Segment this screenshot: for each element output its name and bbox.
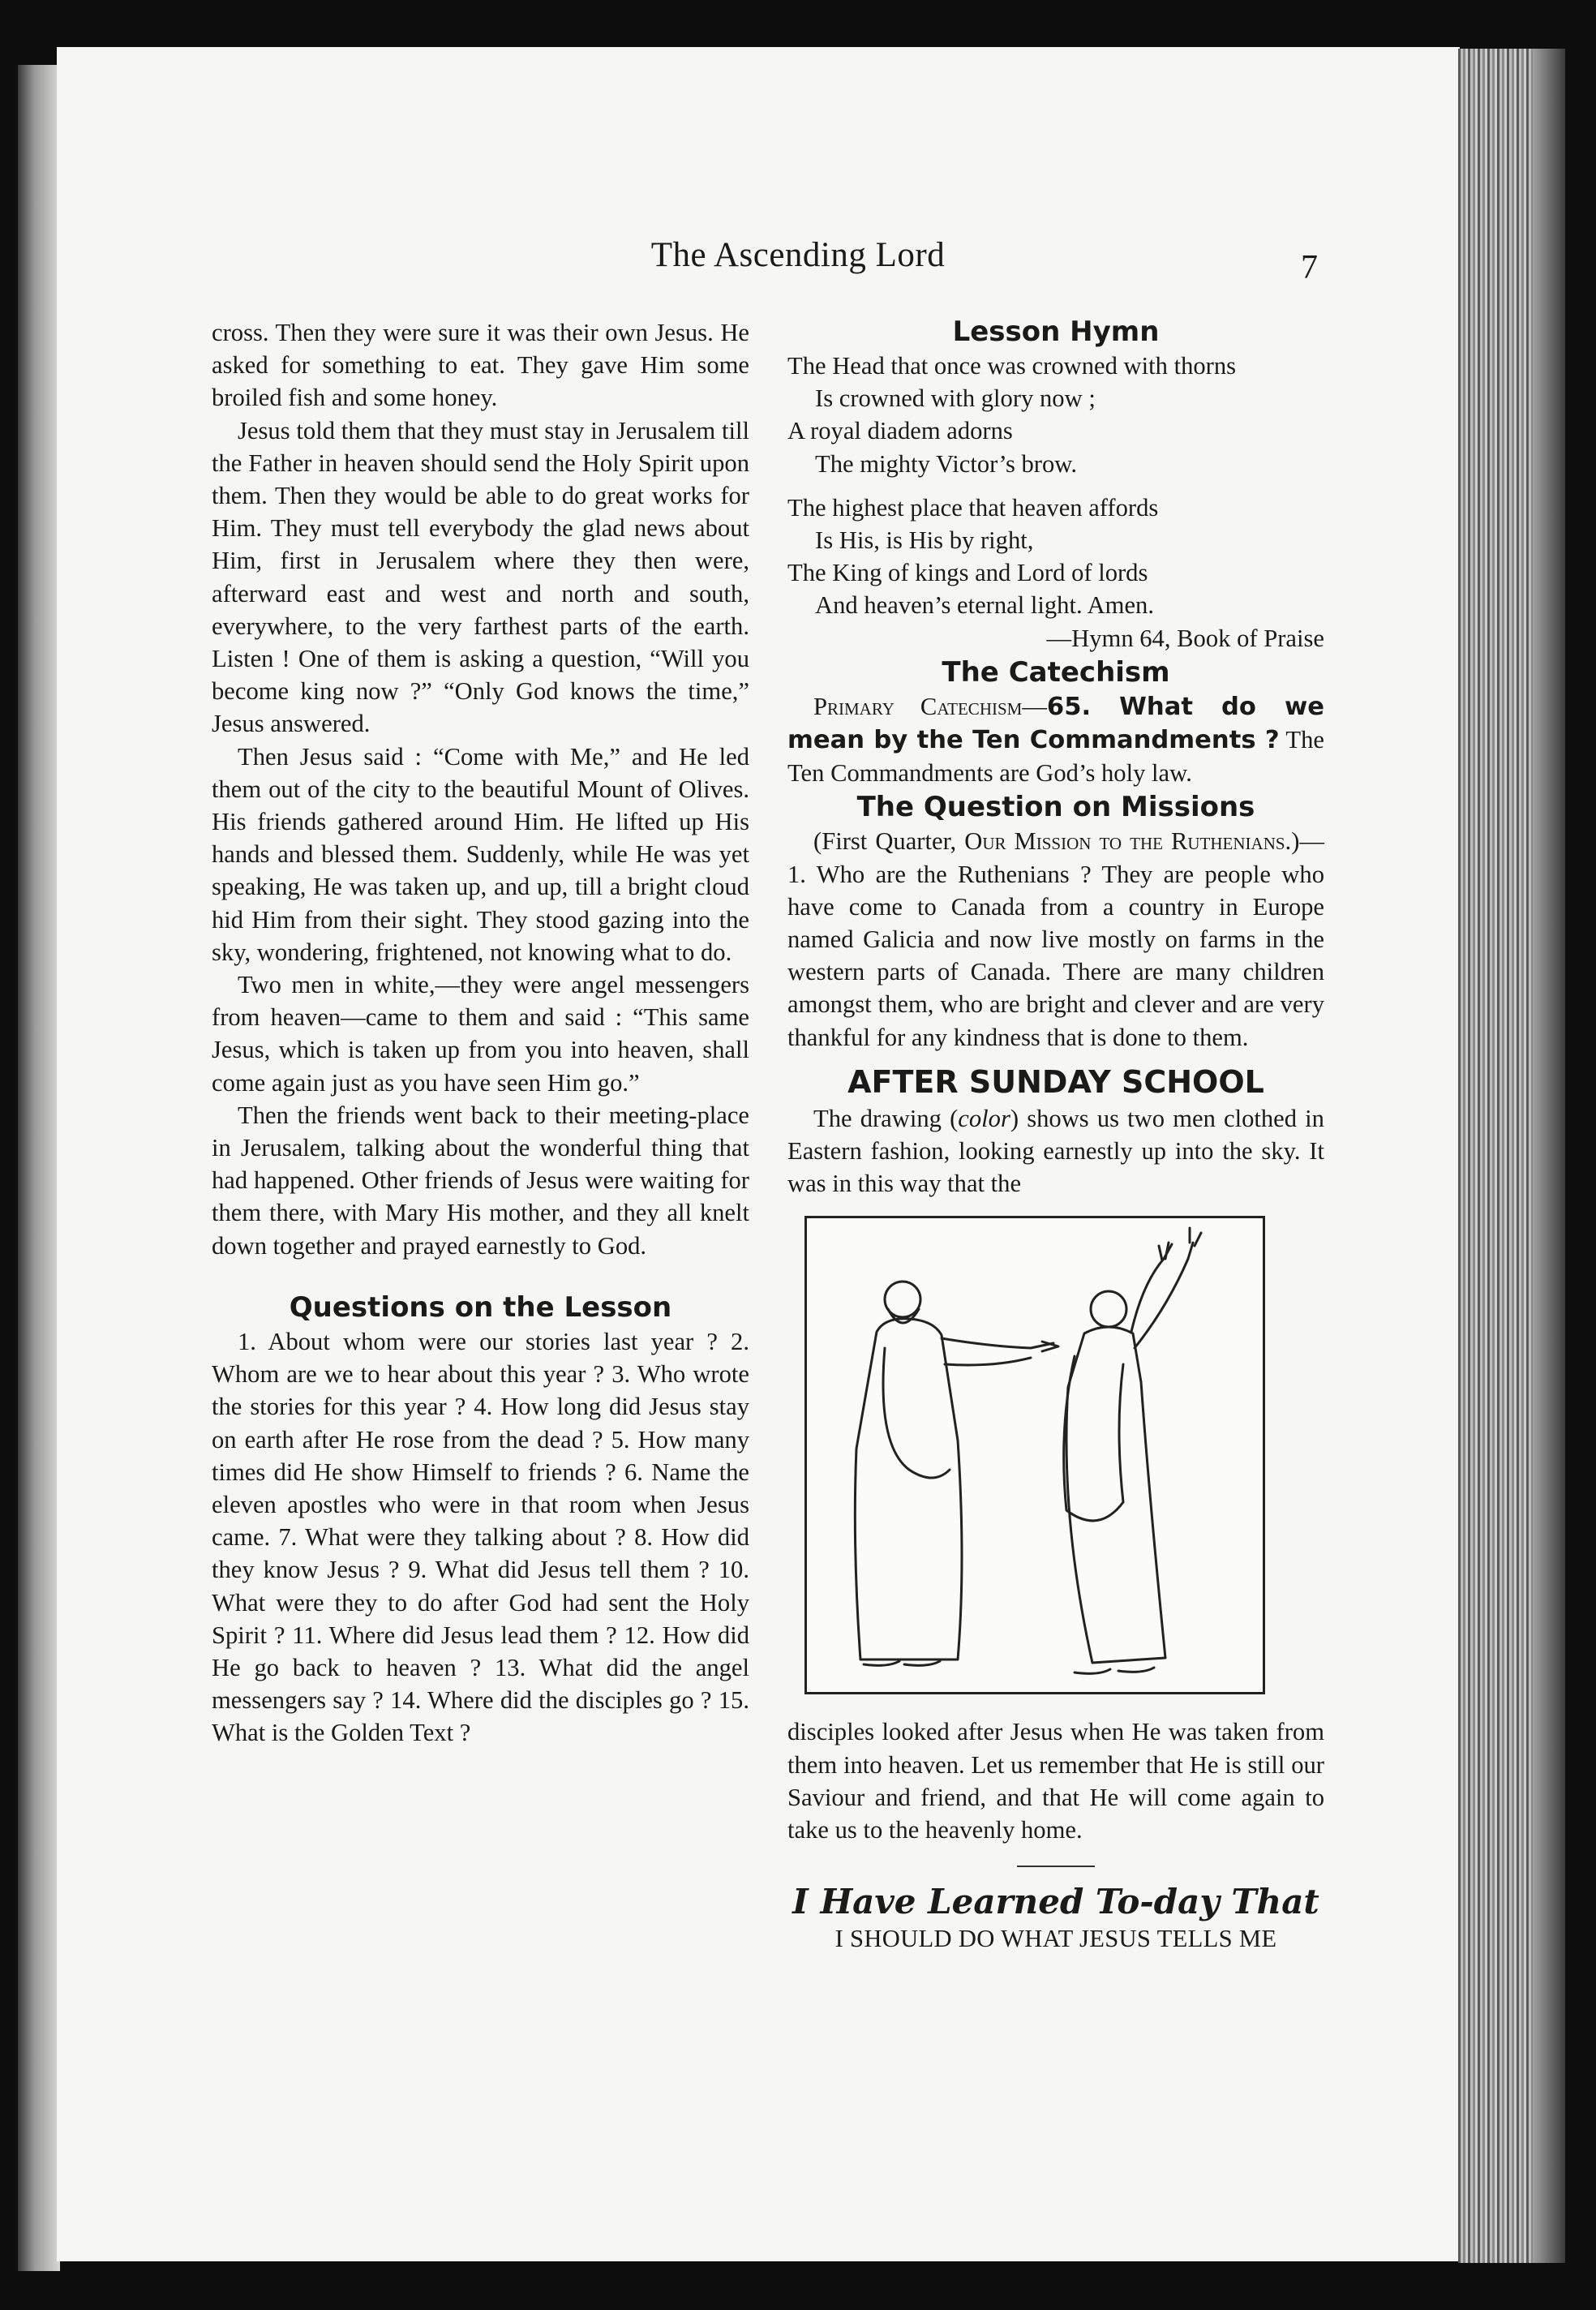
hymn-source: —Hymn 64, Book of Praise: [1046, 624, 1324, 652]
missions-intro-open: (First Quarter,: [813, 827, 957, 856]
after-text-em: color: [958, 1104, 1010, 1132]
story-paragraph: cross. Then they were sure it was their own Jesus. He asked for something to eat. They gave Him some broiled fish and some honey.: [212, 319, 749, 412]
hymn-line: A royal diadem adorns: [787, 417, 1013, 445]
catechism-answer: The Ten Commandments are God’s holy law.: [787, 726, 1324, 788]
missions-heading: The Question on Missions: [856, 791, 1255, 824]
after-text-b: ) shows us two men clothed in Eastern fashion, looking earnestly up into the sky. It was in this way that the: [787, 1104, 1324, 1198]
hymn-line: And heaven’s eternal light. Amen.: [815, 591, 1155, 620]
hymn-line: The highest place that heaven affords: [787, 493, 1159, 522]
book-spine-left: [18, 65, 60, 2271]
right-column: [787, 314, 1324, 1955]
catechism-text: [787, 690, 1324, 790]
running-header-title: The Ascending Lord: [650, 236, 946, 274]
missions-text: [787, 825, 1324, 1053]
after-text: [787, 1102, 1324, 1200]
questions-text: 1. About whom were our stories last year ? 2. Whom are we to hear about this year ? 3. Who wrote the stories for this year ? 4. How long did Jesus stay on earth after He rose from the dead ? 5. How many times did He show Himself to friends ? 6. Name the eleven apostles who were in that room when Jesus came. 7. What were they talking about ? 8. How did they know Jesus ? 9. What did Jesus tell them ? 10. What were they to do after God had sent the Holy Spirit ? 11. Where did Jesus lead them ? 12. How did He go back to heaven ? 13. What did the angel messengers say ? 14. Where did the disciples go ? 15. What is the Golden Text ?: [212, 1327, 749, 1747]
missions-intro-close: )—1. Who are the Ruthenians ? They are people who have come to Canada from a country in Europe named Galicia and now live mostly on farms in the western parts of Canada. There are many children amongst them, who are bright and clever and are very thankful for any kindness that is done to them.: [787, 827, 1324, 1051]
hymn-line: The King of kings and Lord of lords: [787, 559, 1148, 587]
left-column: [212, 316, 749, 1750]
hymn-line: Is His, is His by right,: [815, 526, 1034, 555]
hymn-line: Is crowned with glory now ;: [815, 384, 1096, 413]
hymn-heading: Lesson Hymn: [952, 316, 1160, 348]
catechism-heading: The Catechism: [942, 655, 1170, 689]
after-text-continued: disciples looked after Jesus when He was taken from them into heaven. Let us remember that He is still our Saviour and friend, and that He will come again to take us to the heavenly home.: [787, 1718, 1324, 1844]
divider-rule: [1017, 1866, 1095, 1867]
learned-today-heading: I Have Learned To-day That: [792, 1882, 1319, 1922]
hymn-line: The Head that once was crowned with thorns: [787, 352, 1237, 380]
hymn-line: The mighty Victor’s brow.: [815, 449, 1078, 478]
missions-intro-caps: Our Mission to the Ruthenians.: [964, 827, 1292, 856]
story-paragraph: Jesus told them that they must stay in Jerusalem till the Father in heaven should send the Holy Spirit upon them. Then they would be able to do great works for Him. They must tell everybody the glad news about Him, first in Jerusalem where they then were, afterward east and west and north and south, everywhere, to the very farthest parts of the earth. Listen ! One of them is asking a question, “Will you become king now ?” “Only God knows the time,” Jesus answered.: [212, 416, 749, 738]
story-paragraph: Two men in white,—they were angel messengers from heaven—came to them and said : “This same Jesus, which is taken up from you into heaven, shall come again just as you have seen Him go.”: [212, 971, 749, 1097]
page-edges-right: [1458, 49, 1533, 2263]
questions-heading: Questions on the Lesson: [289, 1290, 672, 1324]
learned-today-line: I SHOULD DO WHAT JESUS TELLS ME: [834, 1925, 1277, 1953]
page-number: 7: [1301, 249, 1318, 286]
catechism-question: 65. What do we mean by the Ten Commandments ?: [787, 692, 1324, 755]
story-paragraph: Then the friends went back to their meeting-place in Jerusalem, talking about the wonderful thing that had happened. Other friends of Jesus were waiting for them there, with Mary His mother, and they all knelt down together and prayed earnestly to God.: [212, 1101, 749, 1260]
hymn-verses: [787, 350, 1324, 622]
catechism-label: Primary Catechism—: [813, 692, 1047, 720]
illustration-two-men-looking-up: [804, 1216, 1265, 1694]
story-paragraph: Then Jesus said : “Come with Me,” and He led them out of the city to the beautiful Mount of Olives. His friends gathered around Him. He lifted up His hands and blessed them. Suddenly, while He was yet speaking, He was taken up, and up, till a bright cloud hid Him from their sight. They stood gazing into the sky, wondering, frightened, not knowing what to do.: [212, 742, 749, 966]
after-text-a: The drawing (: [813, 1104, 959, 1132]
illustration-drawing: [807, 1218, 1263, 1692]
after-sunday-school-heading: AFTER SUNDAY SCHOOL: [847, 1063, 1264, 1100]
book-binding-right: [1533, 49, 1565, 2263]
